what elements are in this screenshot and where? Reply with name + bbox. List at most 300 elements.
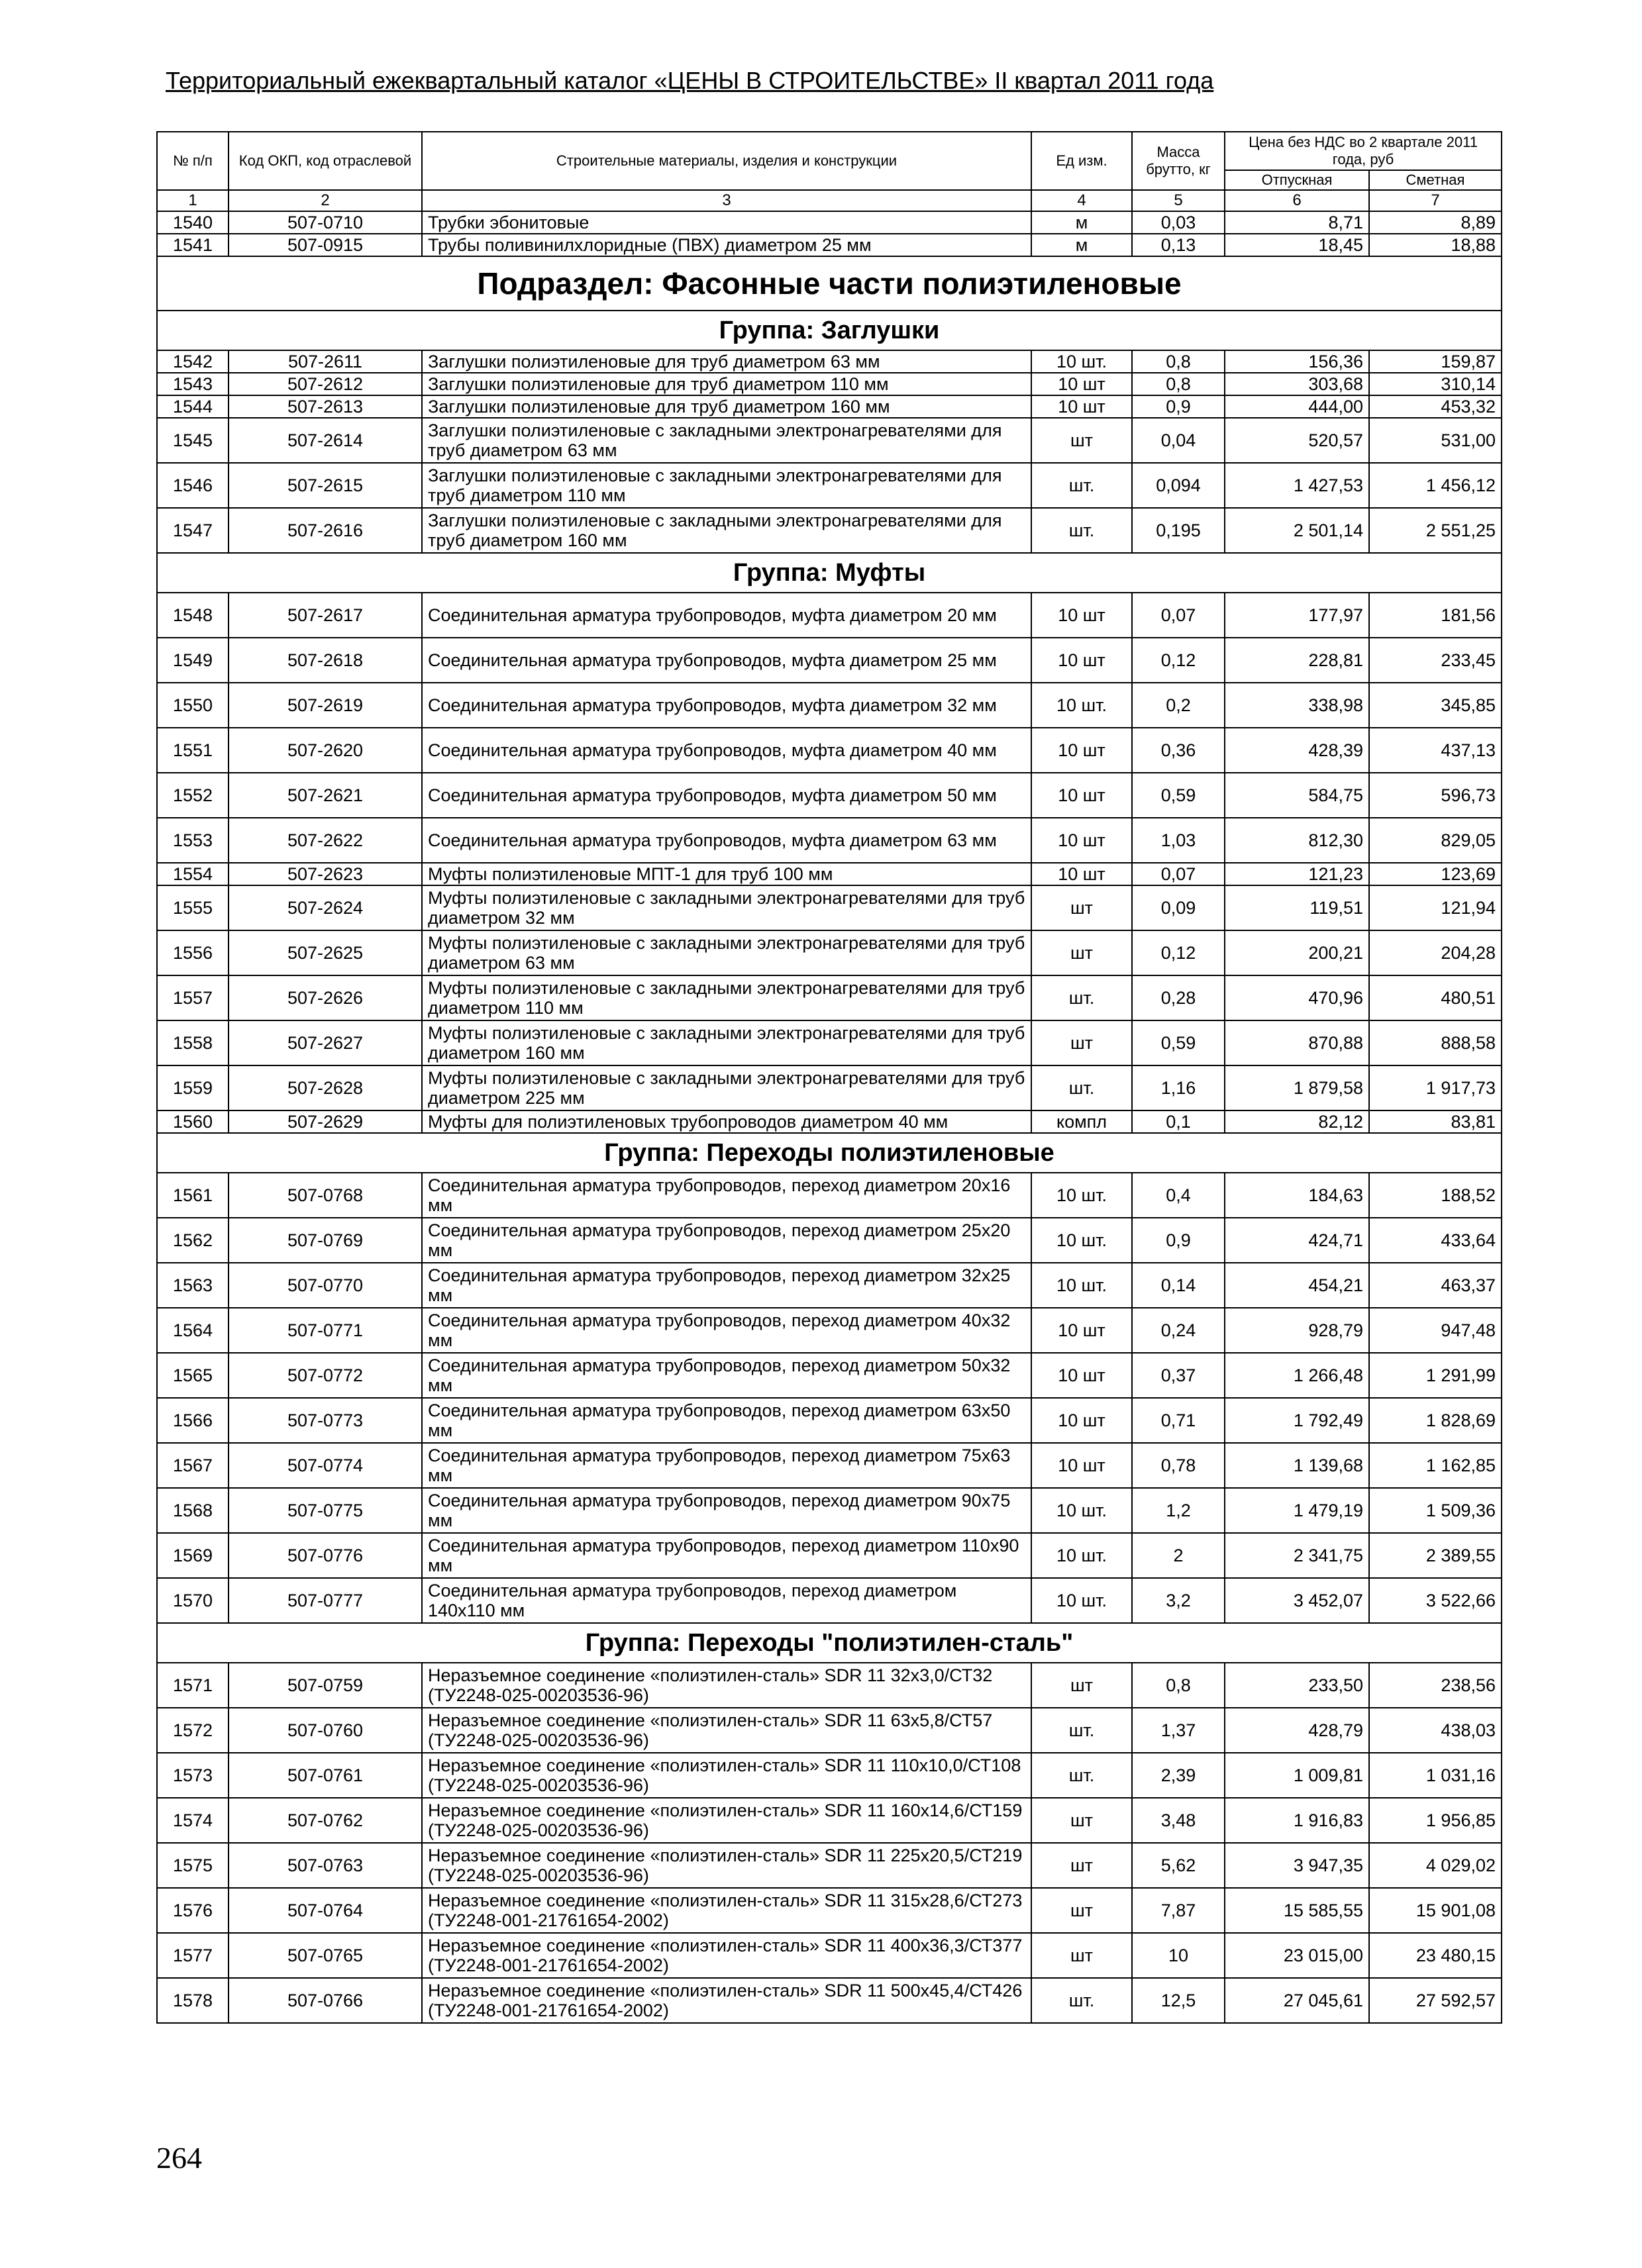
item-unit: м xyxy=(1031,211,1132,234)
item-code: 507-2615 xyxy=(229,463,422,508)
table-row xyxy=(157,1978,1502,2023)
table-row xyxy=(157,1708,1502,1753)
item-code: 507-0759 xyxy=(229,1663,422,1708)
header-unit: Ед изм. xyxy=(1031,132,1132,190)
col-index-7: 7 xyxy=(1369,190,1502,211)
item-code: 507-2620 xyxy=(229,728,422,773)
item-unit: шт. xyxy=(1031,1978,1132,2023)
item-price-sale: 18,45 xyxy=(1225,234,1369,256)
item-number: 1570 xyxy=(157,1578,229,1623)
item-number: 1572 xyxy=(157,1708,229,1753)
item-price-estimate: 1 509,36 xyxy=(1369,1488,1502,1533)
item-price-sale: 3 452,07 xyxy=(1225,1578,1369,1623)
item-mass: 0,9 xyxy=(1132,395,1225,418)
item-mass: 0,24 xyxy=(1132,1308,1225,1353)
item-price-estimate: 345,85 xyxy=(1369,683,1502,728)
document-title: Территориальный ежеквартальный каталог «ЦЕНЫ В СТРОИТЕЛЬСТВЕ» II квартал 2011 года xyxy=(166,67,1214,94)
item-code: 507-0772 xyxy=(229,1353,422,1398)
item-price-sale: 15 585,55 xyxy=(1225,1888,1369,1933)
item-name: Соединительная арматура трубопроводов, переход диаметром 20х16 мм xyxy=(422,1173,1031,1218)
item-price-estimate: 531,00 xyxy=(1369,418,1502,463)
item-price-sale: 470,96 xyxy=(1225,975,1369,1020)
item-price-sale: 1 427,53 xyxy=(1225,463,1369,508)
table-row xyxy=(157,1353,1502,1398)
item-code: 507-2621 xyxy=(229,773,422,818)
table-row xyxy=(157,1110,1502,1133)
item-mass: 0,195 xyxy=(1132,508,1225,553)
item-number: 1575 xyxy=(157,1843,229,1888)
item-price-sale: 228,81 xyxy=(1225,638,1369,683)
item-price-estimate: 8,89 xyxy=(1369,211,1502,234)
item-unit: 10 шт. xyxy=(1031,1218,1132,1263)
item-mass: 0,36 xyxy=(1132,728,1225,773)
item-mass: 0,8 xyxy=(1132,373,1225,395)
item-mass: 0,8 xyxy=(1132,350,1225,373)
item-unit: 10 шт xyxy=(1031,1308,1132,1353)
item-mass: 0,78 xyxy=(1132,1443,1225,1488)
item-price-estimate: 83,81 xyxy=(1369,1110,1502,1133)
item-number: 1564 xyxy=(157,1308,229,1353)
item-price-estimate: 1 162,85 xyxy=(1369,1443,1502,1488)
item-unit: 10 шт xyxy=(1031,373,1132,395)
item-code: 507-2629 xyxy=(229,1110,422,1133)
item-number: 1548 xyxy=(157,593,229,638)
item-unit: шт xyxy=(1031,418,1132,463)
item-price-sale: 870,88 xyxy=(1225,1020,1369,1065)
item-unit: шт xyxy=(1031,1663,1132,1708)
item-mass: 2 xyxy=(1132,1533,1225,1578)
item-price-sale: 3 947,35 xyxy=(1225,1843,1369,1888)
item-price-estimate: 27 592,57 xyxy=(1369,1978,1502,2023)
item-name: Соединительная арматура трубопроводов, переход диаметром 32х25 мм xyxy=(422,1263,1031,1308)
item-mass: 3,2 xyxy=(1132,1578,1225,1623)
item-code: 507-2619 xyxy=(229,683,422,728)
table-row xyxy=(157,1308,1502,1353)
item-name: Трубы поливинилхлоридные (ПВХ) диаметром 25 мм xyxy=(422,234,1031,256)
item-number: 1540 xyxy=(157,211,229,234)
item-price-sale: 27 045,61 xyxy=(1225,1978,1369,2023)
item-price-estimate: 463,37 xyxy=(1369,1263,1502,1308)
item-name: Неразъемное соединение «полиэтилен-сталь» SDR 11 160х14,6/СТ159 (ТУ2248-025-00203536-96) xyxy=(422,1798,1031,1843)
item-price-sale: 444,00 xyxy=(1225,395,1369,418)
item-mass: 0,12 xyxy=(1132,638,1225,683)
item-number: 1578 xyxy=(157,1978,229,2023)
item-number: 1574 xyxy=(157,1798,229,1843)
item-price-sale: 424,71 xyxy=(1225,1218,1369,1263)
item-unit: 10 шт. xyxy=(1031,350,1132,373)
group-title: Группа: Заглушки xyxy=(157,311,1502,350)
item-unit: шт xyxy=(1031,885,1132,930)
item-mass: 0,14 xyxy=(1132,1263,1225,1308)
item-number: 1576 xyxy=(157,1888,229,1933)
item-name: Заглушки полиэтиленовые для труб диаметром 110 мм xyxy=(422,373,1031,395)
item-unit: шт. xyxy=(1031,508,1132,553)
item-unit: шт. xyxy=(1031,463,1132,508)
item-mass: 0,59 xyxy=(1132,773,1225,818)
table-row xyxy=(157,1933,1502,1978)
item-number: 1558 xyxy=(157,1020,229,1065)
item-price-sale: 121,23 xyxy=(1225,863,1369,885)
table-row xyxy=(157,395,1502,418)
table-row xyxy=(157,234,1502,256)
item-price-sale: 1 916,83 xyxy=(1225,1798,1369,1843)
item-unit: шт xyxy=(1031,1798,1132,1843)
table-row xyxy=(157,930,1502,975)
item-unit: шт xyxy=(1031,1888,1132,1933)
item-code: 507-2623 xyxy=(229,863,422,885)
group-row xyxy=(157,1623,1502,1663)
item-price-sale: 1 266,48 xyxy=(1225,1353,1369,1398)
item-code: 507-2611 xyxy=(229,350,422,373)
item-unit: 10 шт xyxy=(1031,638,1132,683)
item-name: Неразъемное соединение «полиэтилен-сталь» SDR 11 500х45,4/СТ426 (ТУ2248-001-21761654-2002) xyxy=(422,1978,1031,2023)
item-price-estimate: 1 456,12 xyxy=(1369,463,1502,508)
table-row xyxy=(157,1488,1502,1533)
item-price-estimate: 2 389,55 xyxy=(1369,1533,1502,1578)
item-unit: 10 шт. xyxy=(1031,1263,1132,1308)
item-mass: 1,16 xyxy=(1132,1065,1225,1110)
item-price-sale: 156,36 xyxy=(1225,350,1369,373)
group-row xyxy=(157,553,1502,593)
item-mass: 0,2 xyxy=(1132,683,1225,728)
item-code: 507-0771 xyxy=(229,1308,422,1353)
item-number: 1569 xyxy=(157,1533,229,1578)
item-unit: шт xyxy=(1031,930,1132,975)
item-mass: 1,37 xyxy=(1132,1708,1225,1753)
item-unit: шт xyxy=(1031,1843,1132,1888)
item-price-sale: 2 341,75 xyxy=(1225,1533,1369,1578)
item-mass: 7,87 xyxy=(1132,1888,1225,1933)
item-number: 1544 xyxy=(157,395,229,418)
table-row xyxy=(157,1753,1502,1798)
item-unit: 10 шт xyxy=(1031,395,1132,418)
item-price-sale: 1 792,49 xyxy=(1225,1398,1369,1443)
col-index-2: 2 xyxy=(229,190,422,211)
item-mass: 3,48 xyxy=(1132,1798,1225,1843)
item-code: 507-2613 xyxy=(229,395,422,418)
item-name: Трубки эбонитовые xyxy=(422,211,1031,234)
col-index-4: 4 xyxy=(1031,190,1132,211)
header-code: Код ОКП, код отраслевой xyxy=(229,132,422,190)
table-row xyxy=(157,773,1502,818)
table-row xyxy=(157,1578,1502,1623)
item-number: 1562 xyxy=(157,1218,229,1263)
item-number: 1559 xyxy=(157,1065,229,1110)
item-number: 1563 xyxy=(157,1263,229,1308)
col-index-6: 6 xyxy=(1225,190,1369,211)
item-name: Соединительная арматура трубопроводов, муфта диаметром 40 мм xyxy=(422,728,1031,773)
item-number: 1560 xyxy=(157,1110,229,1133)
item-number: 1550 xyxy=(157,683,229,728)
table-row xyxy=(157,638,1502,683)
item-number: 1565 xyxy=(157,1353,229,1398)
item-unit: м xyxy=(1031,234,1132,256)
table-row xyxy=(157,211,1502,234)
item-code: 507-2622 xyxy=(229,818,422,863)
item-number: 1545 xyxy=(157,418,229,463)
table-row xyxy=(157,975,1502,1020)
item-code: 507-0764 xyxy=(229,1888,422,1933)
table-row xyxy=(157,1798,1502,1843)
item-price-estimate: 4 029,02 xyxy=(1369,1843,1502,1888)
item-price-estimate: 204,28 xyxy=(1369,930,1502,975)
item-price-estimate: 888,58 xyxy=(1369,1020,1502,1065)
item-code: 507-0760 xyxy=(229,1708,422,1753)
price-catalog-table xyxy=(156,131,1502,2024)
item-mass: 0,094 xyxy=(1132,463,1225,508)
item-mass: 0,8 xyxy=(1132,1663,1225,1708)
item-code: 507-0766 xyxy=(229,1978,422,2023)
item-number: 1567 xyxy=(157,1443,229,1488)
item-name: Заглушки полиэтиленовые для труб диаметром 160 мм xyxy=(422,395,1031,418)
item-name: Муфты полиэтиленовые с закладными электронагревателями для труб диаметром 32 мм xyxy=(422,885,1031,930)
item-price-estimate: 18,88 xyxy=(1369,234,1502,256)
item-number: 1543 xyxy=(157,373,229,395)
item-name: Муфты полиэтиленовые МПТ-1 для труб 100 мм xyxy=(422,863,1031,885)
item-name: Соединительная арматура трубопроводов, переход диаметром 25х20 мм xyxy=(422,1218,1031,1263)
table-row xyxy=(157,1020,1502,1065)
item-number: 1573 xyxy=(157,1753,229,1798)
item-code: 507-0774 xyxy=(229,1443,422,1488)
table-row xyxy=(157,1843,1502,1888)
item-unit: 10 шт xyxy=(1031,863,1132,885)
item-mass: 0,28 xyxy=(1132,975,1225,1020)
item-name: Соединительная арматура трубопроводов, переход диаметром 75х63 мм xyxy=(422,1443,1031,1488)
item-name: Неразъемное соединение «полиэтилен-сталь» SDR 11 225х20,5/СТ219 (ТУ2248-025-00203536-96) xyxy=(422,1843,1031,1888)
item-mass: 0,03 xyxy=(1132,211,1225,234)
group-title: Группа: Переходы "полиэтилен-сталь" xyxy=(157,1623,1502,1663)
item-price-estimate: 23 480,15 xyxy=(1369,1933,1502,1978)
item-unit: 10 шт. xyxy=(1031,1173,1132,1218)
subsection-title: Подраздел: Фасонные части полиэтиленовые xyxy=(157,256,1502,311)
table-row xyxy=(157,418,1502,463)
item-price-sale: 119,51 xyxy=(1225,885,1369,930)
table-row xyxy=(157,593,1502,638)
item-price-estimate: 2 551,25 xyxy=(1369,508,1502,553)
item-code: 507-2628 xyxy=(229,1065,422,1110)
item-code: 507-0710 xyxy=(229,211,422,234)
item-price-estimate: 596,73 xyxy=(1369,773,1502,818)
item-mass: 1,2 xyxy=(1132,1488,1225,1533)
item-unit: шт. xyxy=(1031,1753,1132,1798)
item-name: Соединительная арматура трубопроводов, переход диаметром 50х32 мм xyxy=(422,1353,1031,1398)
item-price-estimate: 1 291,99 xyxy=(1369,1353,1502,1398)
item-price-sale: 1 139,68 xyxy=(1225,1443,1369,1488)
table-row xyxy=(157,818,1502,863)
item-number: 1552 xyxy=(157,773,229,818)
col-index-5: 5 xyxy=(1132,190,1225,211)
item-mass: 0,09 xyxy=(1132,885,1225,930)
item-number: 1561 xyxy=(157,1173,229,1218)
table-row xyxy=(157,885,1502,930)
item-code: 507-0762 xyxy=(229,1798,422,1843)
item-price-estimate: 438,03 xyxy=(1369,1708,1502,1753)
item-name: Соединительная арматура трубопроводов, переход диаметром 110х90 мм xyxy=(422,1533,1031,1578)
item-price-estimate: 480,51 xyxy=(1369,975,1502,1020)
table-row xyxy=(157,1173,1502,1218)
item-mass: 0,71 xyxy=(1132,1398,1225,1443)
column-index-row xyxy=(157,190,1502,211)
item-name: Муфты для полиэтиленовых трубопроводов диаметром 40 мм xyxy=(422,1110,1031,1133)
item-price-sale: 82,12 xyxy=(1225,1110,1369,1133)
group-title: Группа: Переходы полиэтиленовые xyxy=(157,1133,1502,1173)
item-price-estimate: 159,87 xyxy=(1369,350,1502,373)
item-price-estimate: 121,94 xyxy=(1369,885,1502,930)
item-name: Соединительная арматура трубопроводов, муфта диаметром 20 мм xyxy=(422,593,1031,638)
item-name: Заглушки полиэтиленовые с закладными электронагревателями для труб диаметром 110 мм xyxy=(422,463,1031,508)
item-name: Соединительная арматура трубопроводов, муфта диаметром 50 мм xyxy=(422,773,1031,818)
subsection-row xyxy=(157,256,1502,311)
item-number: 1555 xyxy=(157,885,229,930)
table-row xyxy=(157,373,1502,395)
item-mass: 1,03 xyxy=(1132,818,1225,863)
table-row xyxy=(157,1065,1502,1110)
item-code: 507-2627 xyxy=(229,1020,422,1065)
table-header-row xyxy=(157,132,1502,170)
item-price-sale: 928,79 xyxy=(1225,1308,1369,1353)
table-row xyxy=(157,1533,1502,1578)
item-name: Муфты полиэтиленовые с закладными электронагревателями для труб диаметром 225 мм xyxy=(422,1065,1031,1110)
item-price-sale: 454,21 xyxy=(1225,1263,1369,1308)
item-unit: 10 шт xyxy=(1031,1353,1132,1398)
item-number: 1556 xyxy=(157,930,229,975)
item-price-sale: 428,79 xyxy=(1225,1708,1369,1753)
table-row xyxy=(157,863,1502,885)
item-name: Соединительная арматура трубопроводов, переход диаметром 90х75 мм xyxy=(422,1488,1031,1533)
item-price-estimate: 123,69 xyxy=(1369,863,1502,885)
group-row xyxy=(157,311,1502,350)
item-price-sale: 2 501,14 xyxy=(1225,508,1369,553)
table-row xyxy=(157,683,1502,728)
item-mass: 0,07 xyxy=(1132,593,1225,638)
table-row xyxy=(157,1218,1502,1263)
item-number: 1554 xyxy=(157,863,229,885)
item-number: 1568 xyxy=(157,1488,229,1533)
item-unit: 10 шт xyxy=(1031,728,1132,773)
item-code: 507-0775 xyxy=(229,1488,422,1533)
item-code: 507-0773 xyxy=(229,1398,422,1443)
item-price-sale: 1 479,19 xyxy=(1225,1488,1369,1533)
item-mass: 0,9 xyxy=(1132,1218,1225,1263)
item-number: 1549 xyxy=(157,638,229,683)
item-unit: 10 шт. xyxy=(1031,683,1132,728)
item-name: Заглушки полиэтиленовые для труб диаметром 63 мм xyxy=(422,350,1031,373)
table-row xyxy=(157,1663,1502,1708)
item-price-sale: 8,71 xyxy=(1225,211,1369,234)
item-price-sale: 303,68 xyxy=(1225,373,1369,395)
item-price-sale: 812,30 xyxy=(1225,818,1369,863)
item-mass: 0,59 xyxy=(1132,1020,1225,1065)
item-code: 507-2618 xyxy=(229,638,422,683)
item-price-estimate: 437,13 xyxy=(1369,728,1502,773)
header-price-sale: Отпускная xyxy=(1225,170,1369,190)
item-code: 507-2624 xyxy=(229,885,422,930)
item-number: 1557 xyxy=(157,975,229,1020)
item-unit: 10 шт. xyxy=(1031,1488,1132,1533)
item-unit: 10 шт xyxy=(1031,818,1132,863)
item-code: 507-2616 xyxy=(229,508,422,553)
table-row xyxy=(157,1398,1502,1443)
item-number: 1541 xyxy=(157,234,229,256)
item-name: Неразъемное соединение «полиэтилен-сталь» SDR 11 32х3,0/СТ32 (ТУ2248-025-00203536-96) xyxy=(422,1663,1031,1708)
item-code: 507-0763 xyxy=(229,1843,422,1888)
item-mass: 2,39 xyxy=(1132,1753,1225,1798)
item-name: Соединительная арматура трубопроводов, переход диаметром 63х50 мм xyxy=(422,1398,1031,1443)
group-row xyxy=(157,1133,1502,1173)
item-price-sale: 177,97 xyxy=(1225,593,1369,638)
item-price-sale: 520,57 xyxy=(1225,418,1369,463)
item-name: Заглушки полиэтиленовые с закладными электронагревателями для труб диаметром 63 мм xyxy=(422,418,1031,463)
item-code: 507-0777 xyxy=(229,1578,422,1623)
item-price-sale: 1 879,58 xyxy=(1225,1065,1369,1110)
item-number: 1547 xyxy=(157,508,229,553)
item-name: Соединительная арматура трубопроводов, переход диаметром 40х32 мм xyxy=(422,1308,1031,1353)
header-mass: Масса брутто, кг xyxy=(1132,132,1225,190)
item-code: 507-2614 xyxy=(229,418,422,463)
item-name: Соединительная арматура трубопроводов, муфта диаметром 25 мм xyxy=(422,638,1031,683)
item-unit: 10 шт xyxy=(1031,773,1132,818)
item-name: Муфты полиэтиленовые с закладными электронагревателями для труб диаметром 160 мм xyxy=(422,1020,1031,1065)
item-unit: 10 шт. xyxy=(1031,1578,1132,1623)
item-unit: 10 шт xyxy=(1031,593,1132,638)
item-code: 507-2612 xyxy=(229,373,422,395)
item-mass: 0,12 xyxy=(1132,930,1225,975)
item-price-estimate: 1 828,69 xyxy=(1369,1398,1502,1443)
item-code: 507-0776 xyxy=(229,1533,422,1578)
header-name: Строительные материалы, изделия и конструкции xyxy=(422,132,1031,190)
item-price-estimate: 3 522,66 xyxy=(1369,1578,1502,1623)
item-price-estimate: 829,05 xyxy=(1369,818,1502,863)
item-unit: шт. xyxy=(1031,975,1132,1020)
item-number: 1542 xyxy=(157,350,229,373)
item-price-sale: 1 009,81 xyxy=(1225,1753,1369,1798)
item-number: 1577 xyxy=(157,1933,229,1978)
table-row xyxy=(157,350,1502,373)
table-row xyxy=(157,728,1502,773)
item-unit: шт. xyxy=(1031,1708,1132,1753)
item-name: Соединительная арматура трубопроводов, муфта диаметром 32 мм xyxy=(422,683,1031,728)
header-price-estimate: Сметная xyxy=(1369,170,1502,190)
item-unit: 10 шт. xyxy=(1031,1533,1132,1578)
item-price-estimate: 453,32 xyxy=(1369,395,1502,418)
table-row xyxy=(157,508,1502,553)
item-code: 507-0761 xyxy=(229,1753,422,1798)
item-price-estimate: 1 956,85 xyxy=(1369,1798,1502,1843)
item-unit: шт xyxy=(1031,1933,1132,1978)
item-price-estimate: 1 917,73 xyxy=(1369,1065,1502,1110)
item-unit: 10 шт xyxy=(1031,1443,1132,1488)
item-code: 507-2626 xyxy=(229,975,422,1020)
table-row xyxy=(157,1263,1502,1308)
item-price-estimate: 181,56 xyxy=(1369,593,1502,638)
item-code: 507-0765 xyxy=(229,1933,422,1978)
item-unit: 10 шт xyxy=(1031,1398,1132,1443)
item-number: 1566 xyxy=(157,1398,229,1443)
item-price-estimate: 433,64 xyxy=(1369,1218,1502,1263)
item-number: 1546 xyxy=(157,463,229,508)
table-row xyxy=(157,1443,1502,1488)
item-name: Неразъемное соединение «полиэтилен-сталь» SDR 11 315х28,6/СТ273 (ТУ2248-001-21761654-2002) xyxy=(422,1888,1031,1933)
item-name: Муфты полиэтиленовые с закладными электронагревателями для труб диаметром 63 мм xyxy=(422,930,1031,975)
item-mass: 12,5 xyxy=(1132,1978,1225,2023)
header-price: Цена без НДС во 2 квартале 2011 года, руб xyxy=(1225,132,1502,170)
item-code: 507-0768 xyxy=(229,1173,422,1218)
col-index-3: 3 xyxy=(422,190,1031,211)
item-price-sale: 584,75 xyxy=(1225,773,1369,818)
item-price-estimate: 233,45 xyxy=(1369,638,1502,683)
item-code: 507-0769 xyxy=(229,1218,422,1263)
item-unit: компл xyxy=(1031,1110,1132,1133)
